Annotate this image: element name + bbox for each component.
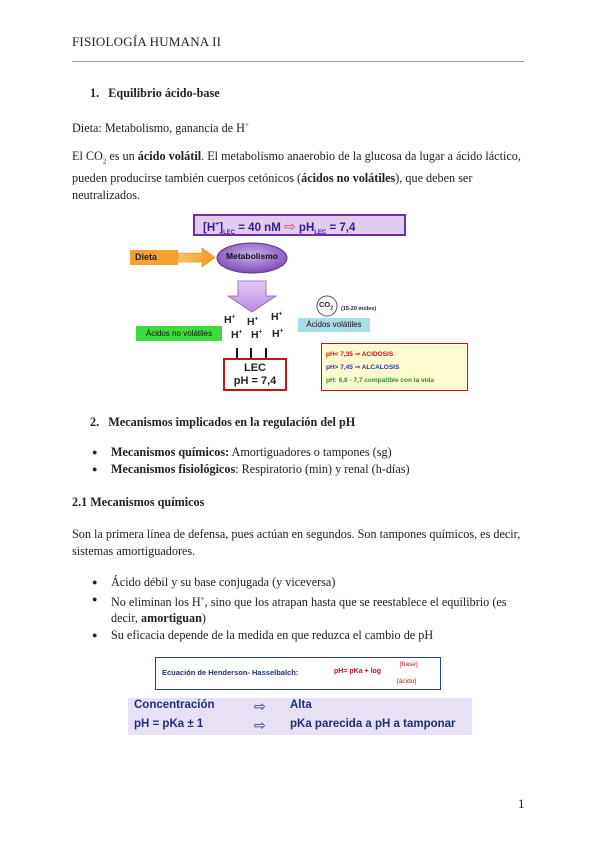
banner-h: [H	[203, 221, 216, 234]
b2-bold: amortiguan	[140, 611, 202, 626]
h-ion-5	[251, 329, 262, 341]
list-item: ● Su eficacia depende de la medida en que reduzca el cambio de pH	[92, 627, 522, 644]
item-label: Mecanismos químicos:	[111, 445, 230, 459]
h-ion-1	[224, 314, 235, 326]
lec-box-ph: pH = 7,4	[233, 375, 277, 387]
banner-arrow-icon: ⇨	[283, 217, 296, 234]
ph-alcalosis: pH> 7,45 ⇒ ALCALOSIS	[326, 364, 400, 371]
b2-sup: +	[200, 594, 205, 603]
list-item: ● Ácido débil y su base conjugada (y viceversa)	[92, 574, 522, 591]
page-number: 1	[518, 796, 525, 811]
h-ion-6	[272, 328, 283, 340]
banner-close: ]	[219, 221, 224, 234]
metabolismo-label: Metabolismo	[226, 251, 278, 261]
row1-left: Concentración	[134, 699, 215, 711]
para1-b: es un	[106, 149, 138, 163]
h-ion-3	[271, 311, 282, 323]
lec-box-title: LEC	[244, 362, 266, 374]
section-2-title: 2. Mecanismos implicados en la regulación del pH	[90, 415, 356, 429]
acid-base-diagram	[120, 208, 480, 404]
metabolismo-down-arrow-icon	[228, 281, 276, 312]
h-ion-2-sup: +	[254, 316, 259, 323]
item-text: : Respiratorio (min) y renal (h-días)	[235, 461, 410, 476]
ph-compatible: pH: 6,8 - 7,7 compatible con la vida	[326, 377, 435, 384]
list-item	[92, 444, 522, 461]
h-ion-4-sup: +	[238, 329, 243, 336]
banner-eq: = 40 nM	[235, 221, 281, 234]
header-divider	[72, 61, 524, 62]
b2-a: No eliminan los H	[111, 594, 201, 609]
h-ion-3-h: H	[271, 311, 279, 323]
h-ion-4	[231, 329, 242, 341]
diet-line	[72, 117, 249, 137]
diet-line-sup: +	[244, 121, 249, 129]
dieta-box: Dieta	[130, 250, 178, 265]
h-ion-4-h: H	[231, 329, 239, 341]
henderson-label: Ecuación de Henderson- Hasselbalch:	[162, 668, 299, 677]
henderson-denominator: [ácido]	[397, 678, 417, 685]
section-2-1-title: 2.1 Mecanismos químicos	[72, 495, 205, 509]
b2-b: , sino que los atrapan hasta que se reestablece el equilibrio (es decir,	[111, 594, 507, 626]
row2-left: pH = pKa ± 1	[134, 718, 204, 730]
co2-label	[319, 300, 333, 312]
buffer-conditions-table	[128, 698, 472, 735]
para1-d: . El metabolismo anaerobio de la glucosa da lugar a ácido láctico, pueden producirse también cuerpos cetónicos (	[72, 149, 521, 186]
list-item	[92, 461, 522, 478]
dieta-arrow-icon	[178, 248, 215, 267]
h-ion-2-h: H	[247, 316, 255, 328]
h-ion-3-sup: +	[278, 311, 283, 318]
row2-right: pKa parecida a pH a tamponar	[290, 718, 456, 730]
h-ion-1-sup: +	[231, 314, 236, 321]
acidos-no-volatiles-box: Ácidos no volátiles	[136, 326, 222, 341]
para1-a: El CO	[72, 149, 103, 163]
banner-ph-eq: = 7,4	[326, 221, 356, 234]
lec-box	[223, 358, 287, 391]
row1-arrow-icon: ⇨	[254, 698, 266, 714]
item-label: Mecanismos fisiológicos	[111, 461, 236, 476]
buffer-list	[92, 574, 522, 643]
henderson-equation-box	[155, 657, 441, 690]
h-ion-1-h: H	[224, 314, 232, 326]
co2-moles: (15-20 moles)	[341, 306, 377, 312]
intro-paragraph	[72, 148, 534, 204]
h-ion-2	[247, 316, 258, 328]
h-ion-5-sup: +	[258, 329, 263, 336]
acidos-volatiles-box: Ácidos volátiles	[298, 318, 370, 332]
row1-right: Alta	[290, 699, 312, 711]
banner-plus: +	[215, 221, 220, 228]
co2-text: CO	[319, 300, 331, 309]
banner-lec: LEC	[223, 230, 236, 237]
banner-ph: pH	[298, 221, 315, 234]
section-2-1-paragraph: Son la primera línea de defensa, pues actúan en segundos. Son tampones químicos, es decir, sistemas amortiguadores.	[72, 527, 521, 558]
b2-c: )	[201, 611, 206, 626]
ph-acidosis: pH< 7,35 ⇒ ACIDOSIS	[326, 351, 394, 358]
section-1-title: 1. Equilibrio ácido-base	[90, 86, 220, 100]
ph-ranges-box	[321, 343, 468, 391]
row2-arrow-icon: ⇨	[254, 717, 266, 733]
henderson-numerator: [base]	[400, 661, 418, 668]
henderson-formula: pH= pKa + log	[334, 668, 382, 675]
mechanisms-list	[92, 444, 522, 477]
para1-nonvolatile: ácidos no volátiles	[301, 171, 396, 186]
co2-sub: 2	[330, 305, 334, 312]
para1-f: ), que deben ser neutralizados.	[72, 171, 473, 203]
h-ion-6-h: H	[272, 328, 280, 340]
para1-volatile: ácido volátil	[137, 149, 202, 163]
banner-ph-lec: LEC	[314, 230, 327, 237]
running-header: FISIOLOGÍA HUMANA II	[72, 34, 222, 49]
diet-line-text: Dieta: Metabolismo, ganancia de H	[72, 121, 245, 136]
list-item	[92, 591, 522, 627]
item-text: Amortiguadores o tampones (sg)	[229, 445, 392, 459]
h-ion-5-h: H	[251, 329, 259, 341]
para1-sub: 2	[102, 157, 107, 166]
h-ion-6-sup: +	[279, 328, 284, 335]
